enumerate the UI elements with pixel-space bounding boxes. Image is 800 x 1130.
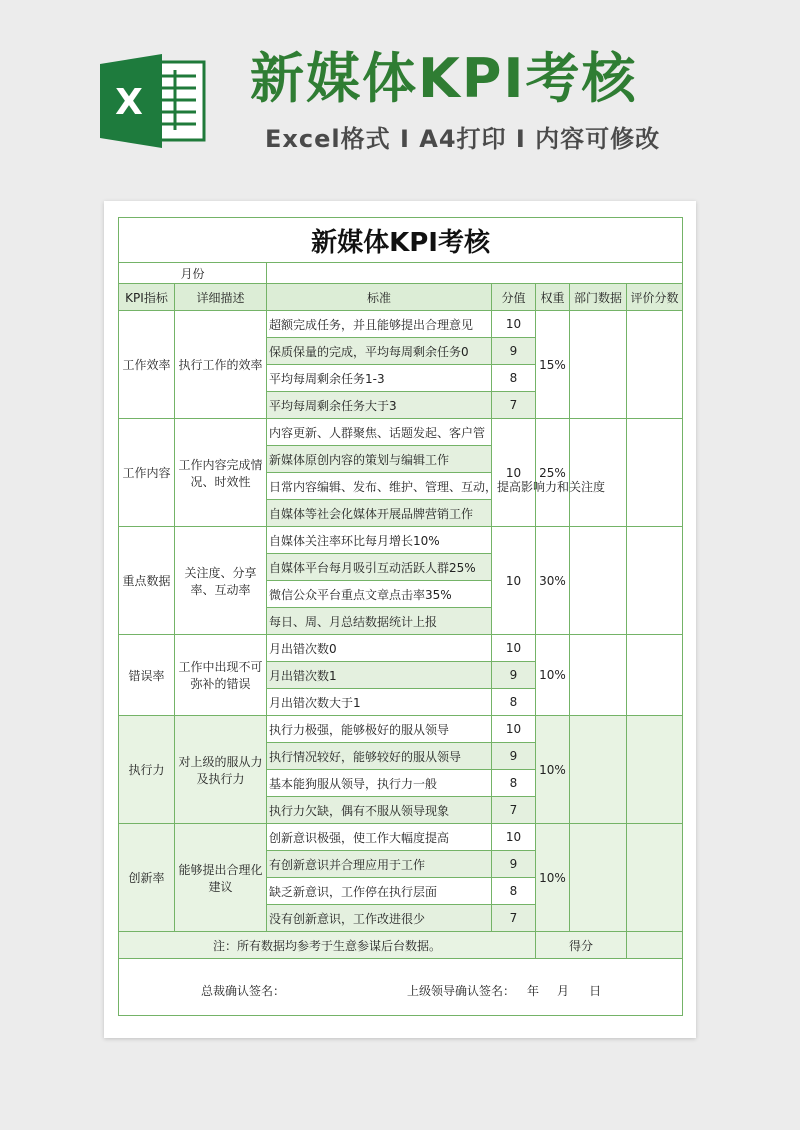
date-month: 月	[557, 983, 570, 998]
sheet-paper	[104, 201, 696, 1038]
table-row	[119, 716, 683, 743]
standard-cell: 执行力欠缺，偶有不服从领导现象	[267, 797, 492, 824]
standard-cell: 执行情况较好，能够较好的服从领导	[267, 743, 492, 770]
table-row	[119, 419, 683, 446]
standard-cell: 缺乏新意识，工作停在执行层面	[267, 878, 492, 905]
score-cell: 10	[492, 419, 536, 527]
kpi-indicator: 工作效率	[119, 311, 175, 419]
evaluation-score-cell[interactable]	[627, 635, 683, 716]
column-header: 部门数据	[570, 284, 627, 311]
evaluation-score-cell[interactable]	[627, 824, 683, 932]
note-row	[119, 932, 683, 959]
banner-title: 新媒体KPI考核	[250, 47, 638, 110]
score-cell: 8	[492, 689, 536, 716]
standard-cell: 自媒体关注率环比每月增长10%	[267, 527, 492, 554]
standard-cell: 超额完成任务，并且能够提出合理意见	[267, 311, 492, 338]
leader-sign-label: 上级领导确认签名：	[407, 983, 516, 998]
note-text: 注：所有数据均参考于生意参谋后台数据。	[119, 932, 536, 959]
department-data-cell[interactable]	[570, 419, 627, 527]
evaluation-score-cell[interactable]	[627, 419, 683, 527]
kpi-table	[118, 217, 683, 1016]
kpi-description: 工作内容完成情况、时效性	[175, 419, 267, 527]
table-row	[119, 527, 683, 554]
standard-cell: 平均每周剩余任务大于3	[267, 392, 492, 419]
kpi-description: 执行工作的效率	[175, 311, 267, 419]
kpi-description: 工作中出现不可弥补的错误	[175, 635, 267, 716]
score-cell: 7	[492, 392, 536, 419]
date-year: 年	[527, 983, 540, 998]
total-score-label: 得分	[536, 932, 627, 959]
score-cell: 10	[492, 635, 536, 662]
banner	[0, 0, 800, 190]
score-cell: 10	[492, 716, 536, 743]
column-header: 评价分数	[627, 284, 683, 311]
weight-cell: 15%	[536, 311, 570, 419]
excel-logo-icon	[100, 54, 208, 148]
score-cell: 10	[492, 311, 536, 338]
standard-cell: 自媒体等社会化媒体开展品牌营销工作	[267, 500, 492, 527]
evaluation-score-cell[interactable]	[627, 716, 683, 824]
standard-cell: 执行力极强，能够极好的服从领导	[267, 716, 492, 743]
standard-cell: 微信公众平台重点文章点击率35%	[267, 581, 492, 608]
svg-text:X: X	[115, 82, 143, 123]
table-row	[119, 824, 683, 851]
kpi-description: 关注度、分享率、互动率	[175, 527, 267, 635]
table-row	[119, 635, 683, 662]
standard-cell: 没有创新意识，工作改进很少	[267, 905, 492, 932]
score-cell: 8	[492, 878, 536, 905]
banner-subtitle: Excel格式 I A4打印 I 内容可修改	[265, 125, 661, 153]
month-value[interactable]	[267, 263, 683, 284]
column-header-row	[119, 284, 683, 311]
standard-cell: 基本能狗服从领导，执行力一般	[267, 770, 492, 797]
evaluation-score-cell[interactable]	[627, 311, 683, 419]
score-cell: 9	[492, 662, 536, 689]
weight-cell: 10%	[536, 716, 570, 824]
column-header: 标准	[267, 284, 492, 311]
signature-cell	[119, 959, 683, 1016]
sheet-title: 新媒体KPI考核	[119, 218, 683, 263]
standard-cell: 自媒体平台每月吸引互动活跃人群25%	[267, 554, 492, 581]
evaluation-score-cell[interactable]	[627, 527, 683, 635]
score-cell: 9	[492, 851, 536, 878]
standard-cell: 有创新意识并合理应用于工作	[267, 851, 492, 878]
weight-cell: 25%	[536, 419, 570, 527]
standard-cell: 新媒体原创内容的策划与编辑工作	[267, 446, 492, 473]
department-data-cell[interactable]	[570, 527, 627, 635]
standard-cell: 每日、周、月总结数据统计上报	[267, 608, 492, 635]
weight-cell: 30%	[536, 527, 570, 635]
department-data-cell[interactable]	[570, 635, 627, 716]
standard-cell: 创新意识极强，使工作大幅度提高	[267, 824, 492, 851]
month-label: 月份	[119, 263, 267, 284]
standard-cell: 平均每周剩余任务1-3	[267, 365, 492, 392]
score-cell: 9	[492, 338, 536, 365]
score-cell: 7	[492, 797, 536, 824]
kpi-description: 对上级的服从力及执行力	[175, 716, 267, 824]
standard-cell: 日常内容编辑、发布、维护、管理、互动，提高影响力和关注度	[267, 473, 492, 500]
weight-cell: 10%	[536, 635, 570, 716]
weight-cell: 10%	[536, 824, 570, 932]
score-cell: 9	[492, 743, 536, 770]
standard-cell: 月出错次数0	[267, 635, 492, 662]
department-data-cell[interactable]	[570, 311, 627, 419]
standard-cell: 保质保量的完成，平均每周剩余任务0	[267, 338, 492, 365]
total-score-value[interactable]	[627, 932, 683, 959]
ceo-sign-label: 总裁确认签名：	[201, 983, 286, 998]
score-cell: 7	[492, 905, 536, 932]
kpi-description: 能够提出合理化建议	[175, 824, 267, 932]
date-day: 日	[589, 983, 602, 998]
column-header: KPI指标	[119, 284, 175, 311]
column-header: 详细描述	[175, 284, 267, 311]
kpi-indicator: 工作内容	[119, 419, 175, 527]
score-cell: 10	[492, 824, 536, 851]
score-cell: 8	[492, 770, 536, 797]
standard-cell: 月出错次数大于1	[267, 689, 492, 716]
kpi-indicator: 重点数据	[119, 527, 175, 635]
table-row	[119, 311, 683, 338]
signature-row	[119, 959, 683, 1016]
kpi-indicator: 错误率	[119, 635, 175, 716]
kpi-indicator: 执行力	[119, 716, 175, 824]
department-data-cell[interactable]	[570, 824, 627, 932]
standard-cell: 内容更新、人群聚焦、话题发起、客户管	[267, 419, 492, 446]
kpi-indicator: 创新率	[119, 824, 175, 932]
standard-cell: 月出错次数1	[267, 662, 492, 689]
department-data-cell[interactable]	[570, 716, 627, 824]
score-cell: 10	[492, 527, 536, 635]
column-header: 分值	[492, 284, 536, 311]
score-cell: 8	[492, 365, 536, 392]
column-header: 权重	[536, 284, 570, 311]
